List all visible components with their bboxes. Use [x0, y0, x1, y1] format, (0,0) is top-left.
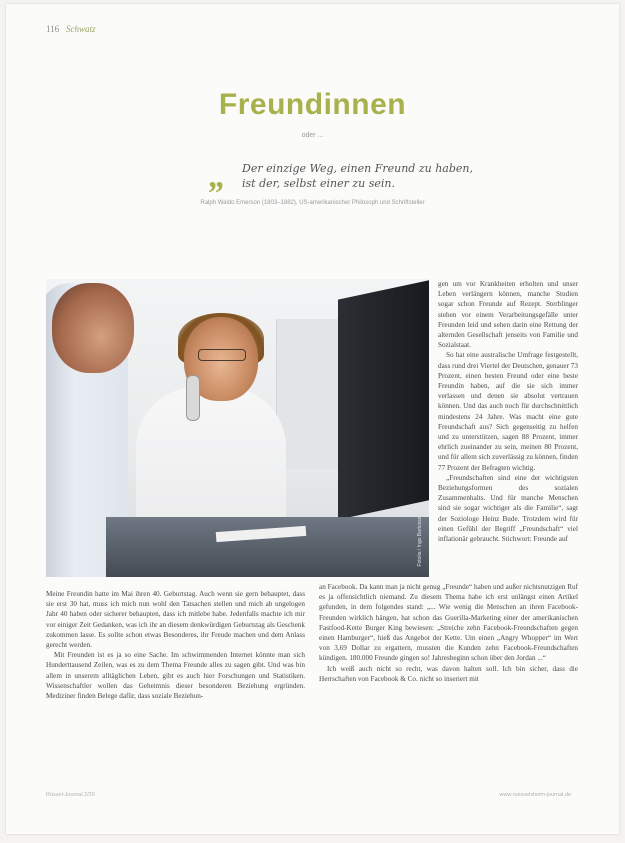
- text-column-right-top: [438, 279, 578, 544]
- page-number: 116: [46, 24, 60, 34]
- text-column-left-bottom: [46, 589, 305, 701]
- quote-source: Ralph Waldo Emerson (1803–1882), US-amerikanischer Philosoph und Schriftsteller: [200, 200, 425, 206]
- paragraph: gen um vor Krankheiten erholten und unser Leben verlängern können, manche Studien sogar schon Freunde auf Rezept. Sterblinger stehen vor einem Verarbeitungsgefälle unter Freunden leid und sehen darin eine Rettung der alternden Gesellschaft jenseits von Familie und Sozialstaat.: [438, 280, 578, 350]
- photo-glasses-icon: [198, 349, 246, 361]
- photo-phone-icon: [186, 375, 200, 421]
- paragraph: „Freundschaften sind eine der wichtigsten Beziehungsformen des sozialen Zusammenhalts. Und für manche Menschen sind sie sogar wichtiger als die Familie“, sagt der Soziologe Heinz Bude. Trotzdem wird für einen Gefühl der Begriff „Freundschaft“ viel inflationär gebraucht. Stichwort: Freunde auf: [438, 473, 578, 544]
- pull-quote: [242, 161, 522, 191]
- article-photo: [46, 279, 429, 577]
- paragraph: Ich weiß auch nicht so recht, was davon halten soll. Ich bin sicher, dass die Herrschaften von Facebook & Co. nicht so inseriert mit: [319, 664, 578, 683]
- photo-desk: [106, 517, 429, 577]
- article-title: Freundinnen: [218, 88, 407, 121]
- magazine-page: [6, 4, 619, 834]
- photo-monitor: [338, 279, 429, 520]
- pull-quote-line-2: ist der, selbst einer zu sein.: [242, 177, 395, 190]
- pull-quote-line-1: Der einzige Weg, einen Freund zu haben,: [242, 162, 473, 175]
- photo-credit: Fotolia / Ingo Bartussek: [417, 514, 423, 567]
- footer-right: www.ruesselsheim-journal.de: [499, 792, 571, 798]
- section-label: Schwatz: [66, 24, 96, 34]
- text-column-right-bottom: [319, 582, 578, 684]
- paragraph: an Facebook. Da kann man ja nicht genug „Freunde“ haben und außer nichtsnutzigen Ruf es ja offensichtlich niemand. Zu diesem Thema habe ich erst unlängst einen Artikel gefunden, in dem folgendes stand: „... Wie wenig die Menschen an ihren Facebook-Freunden wirklich hängen, hat schon das Guerilla-Marketing einer der amerikanischen Fastfood-Kette Burger King bewiesen: „Streiche zehn Facebook-Freundschaften gegen einen Hamburger“, hieß das Angebot der Kette. Um einen „Angry Whopper“ im Wert von 3,69 Dollar zu ergattern, mussten die Kunden zehn Facebook-Freundschaften kündigen. 180.000 Freunde gingen so! Jahresbeginn schon über den Jordan ...“: [319, 583, 578, 663]
- quote-mark-icon: „: [209, 158, 226, 195]
- paragraph: Meine Freundin hatte im Mai ihren 40. Geburtstag. Auch wenn sie gern behauptet, dass sie erst 30 hat, muss ich mich nun wohl den Tatsachen stellen und mich ab ungelogen Jahr 40 haben oder sicherer behaupten, dass ich mitlebe habe. Jedenfalls machte ich mir vor einiger Zeit Gedanken, was ich ihr an diesem denkwürdigen Geburtstag als Geschenk zukommen lasse. Es sollte schon etwas Besonderes, ihr Freude machen und dem Anlass gerecht werden.: [46, 590, 305, 650]
- footer-left: Rüssel-Journal 2/20: [46, 792, 95, 798]
- article-subtitle: oder ...: [301, 132, 324, 139]
- paragraph: Mit Freunden ist es ja so eine Sache. Im schwimmenden Internet könnte man sich Hunderttausend Zeilen, was es zu dem Thema Freunde alles zu sagen gibt. Und was bin allem in unserem alltäglichen Leben, gibt es auch hier Forschungen und Statistiken. Wissenschaftler wollen das Geheimnis dieser besonderen Beziehung ergründen. Mediziner finden Belege dafür, dass soziale Beziehun-: [46, 651, 305, 701]
- photo-person-foreground-head: [52, 283, 134, 373]
- paragraph: So hat eine australische Umfrage festgestellt, dass rund drei Viertel der Deutschen, genauer 73 Prozent, einen besten Freund oder eine beste Freundin haben, auf die sie sich immer verlassen und denen sie absolut vertrauen können. Und das auch noch für durchschnittlich mindestens 24 Jahre. Was macht eine gute Freundschaft aus? Sich gegenseitig zu helfen und zu unterstützen, sagen 88 Prozent, immer ehrlich zueinander zu sein, meinen 80 Prozent, und für allem sich zuverlässig zu können, finden 77 Prozent der Befragten wichtig.: [438, 351, 578, 472]
